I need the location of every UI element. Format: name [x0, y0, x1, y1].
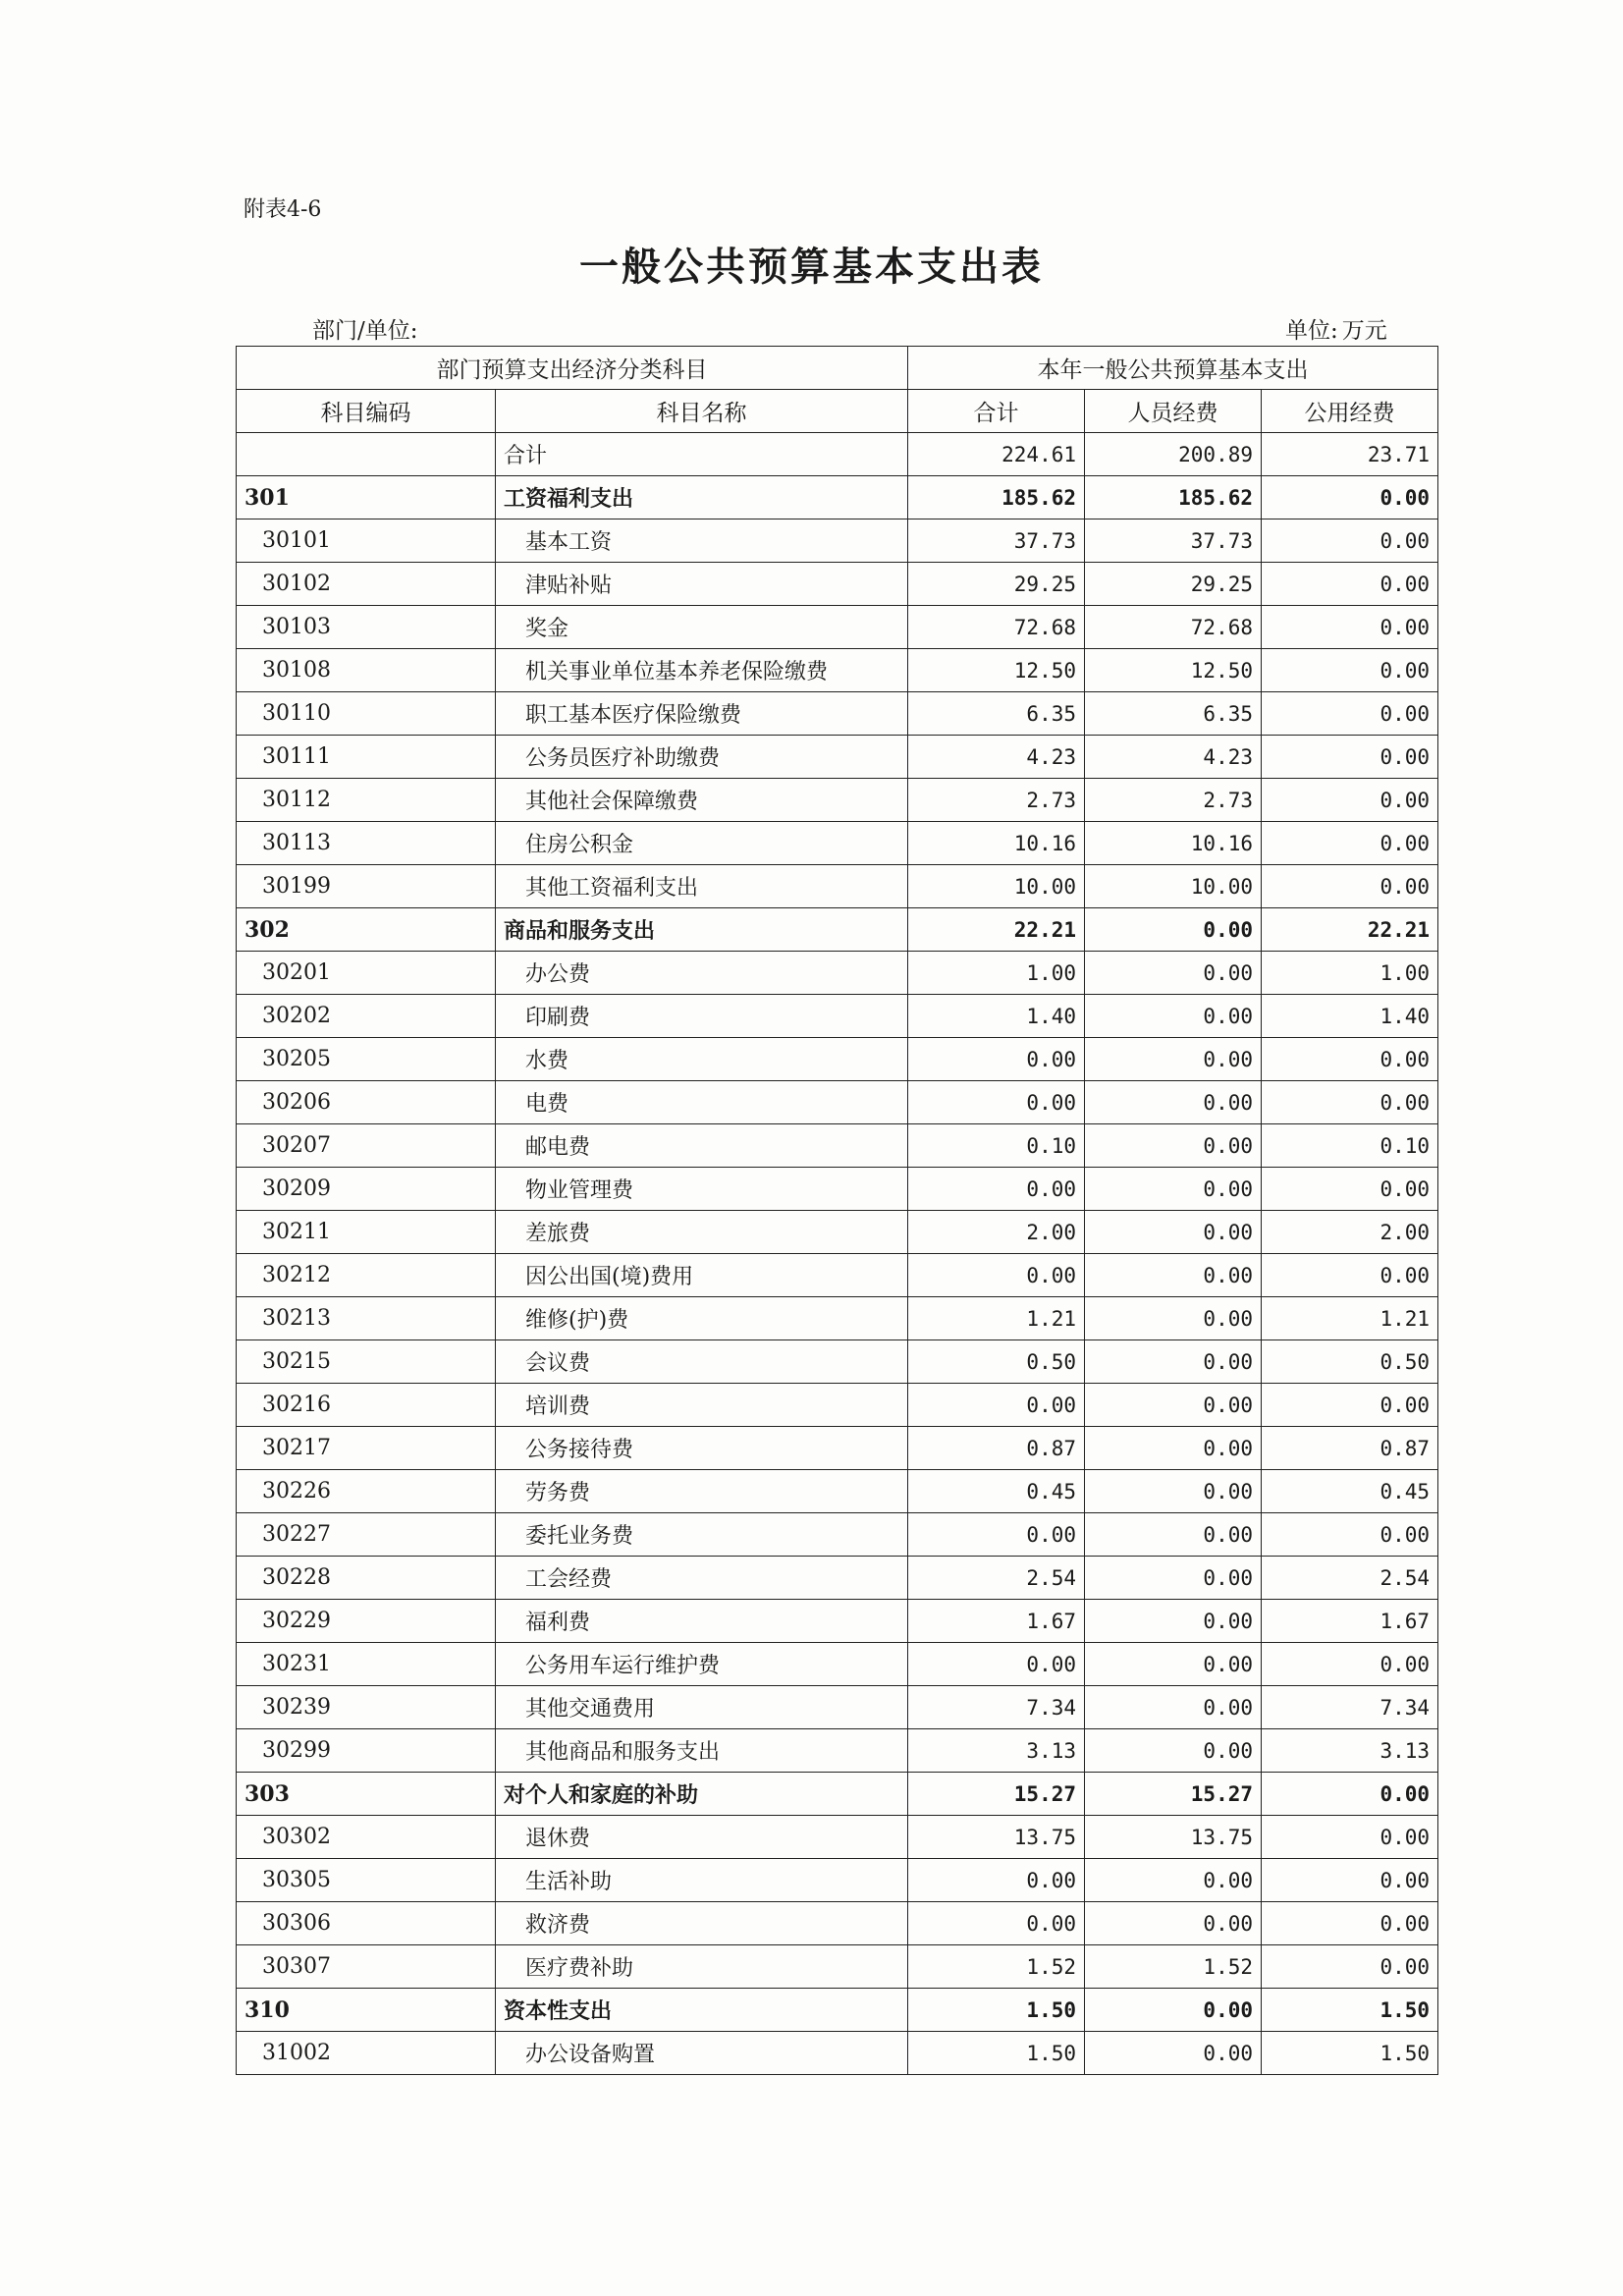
- table-row: [237, 1557, 1438, 1600]
- cell-name: 其他商品和服务支出: [496, 1729, 908, 1773]
- cell-total: 1.67: [908, 1600, 1085, 1643]
- cell-total: 0.00: [908, 1081, 1085, 1124]
- cell-personnel: 29.25: [1085, 563, 1262, 606]
- cell-personnel: 200.89: [1085, 433, 1262, 476]
- cell-public: 0.00: [1262, 1945, 1438, 1989]
- cell-total: 10.16: [908, 822, 1085, 865]
- cell-public: 0.00: [1262, 865, 1438, 908]
- cell-personnel: 13.75: [1085, 1816, 1262, 1859]
- table-row: [237, 1816, 1438, 1859]
- cell-public: 1.21: [1262, 1297, 1438, 1340]
- cell-public: 0.50: [1262, 1340, 1438, 1384]
- cell-total: 185.62: [908, 476, 1085, 519]
- cell-name: 医疗费补助: [496, 1945, 908, 1989]
- table-row: [237, 1600, 1438, 1643]
- cell-code: 30110: [237, 692, 496, 736]
- table-row: [237, 1945, 1438, 1989]
- cell-code: [237, 433, 496, 476]
- table-row: [237, 1902, 1438, 1945]
- cell-total: 0.45: [908, 1470, 1085, 1513]
- cell-total: 15.27: [908, 1773, 1085, 1816]
- cell-personnel: 0.00: [1085, 1859, 1262, 1902]
- cell-name: 因公出国(境)费用: [496, 1254, 908, 1297]
- cell-name: 对个人和家庭的补助: [496, 1773, 908, 1816]
- cell-total: 0.00: [908, 1168, 1085, 1211]
- budget-table-body: [237, 433, 1438, 2075]
- cell-personnel: 0.00: [1085, 1124, 1262, 1168]
- cell-public: 1.50: [1262, 2032, 1438, 2075]
- cell-code: 30202: [237, 995, 496, 1038]
- cell-total: 1.21: [908, 1297, 1085, 1340]
- cell-code: 30228: [237, 1557, 496, 1600]
- cell-name: 公务接待费: [496, 1427, 908, 1470]
- cell-code: 30199: [237, 865, 496, 908]
- cell-name: 其他交通费用: [496, 1686, 908, 1729]
- cell-total: 7.34: [908, 1686, 1085, 1729]
- cell-name: 机关事业单位基本养老保险缴费: [496, 649, 908, 692]
- cell-code: 30108: [237, 649, 496, 692]
- cell-public: 23.71: [1262, 433, 1438, 476]
- cell-total: 22.21: [908, 908, 1085, 952]
- cell-public: 0.00: [1262, 1254, 1438, 1297]
- cell-total: 1.00: [908, 952, 1085, 995]
- header-code: 科目编码: [237, 390, 496, 433]
- cell-name: 会议费: [496, 1340, 908, 1384]
- cell-personnel: 6.35: [1085, 692, 1262, 736]
- table-row: [237, 822, 1438, 865]
- unit-label-text: 单位:: [1285, 318, 1338, 344]
- cell-total: 3.13: [908, 1729, 1085, 1773]
- cell-name: 商品和服务支出: [496, 908, 908, 952]
- cell-code: 310: [237, 1989, 496, 2032]
- cell-code: 30229: [237, 1600, 496, 1643]
- cell-name: 基本工资: [496, 519, 908, 563]
- cell-code: 30112: [237, 779, 496, 822]
- cell-name: 奖金: [496, 606, 908, 649]
- cell-name: 物业管理费: [496, 1168, 908, 1211]
- cell-total: 12.50: [908, 649, 1085, 692]
- cell-personnel: 0.00: [1085, 1297, 1262, 1340]
- cell-name: 工资福利支出: [496, 476, 908, 519]
- category-row: [237, 908, 1438, 952]
- cell-public: 3.13: [1262, 1729, 1438, 1773]
- cell-personnel: 0.00: [1085, 1340, 1262, 1384]
- cell-name: 津贴补贴: [496, 563, 908, 606]
- cell-code: 30113: [237, 822, 496, 865]
- cell-name: 维修(护)费: [496, 1297, 908, 1340]
- cell-code: 30216: [237, 1384, 496, 1427]
- cell-public: 2.00: [1262, 1211, 1438, 1254]
- cell-total: 224.61: [908, 433, 1085, 476]
- cell-total: 0.00: [908, 1254, 1085, 1297]
- cell-name: 资本性支出: [496, 1989, 908, 2032]
- cell-code: 30103: [237, 606, 496, 649]
- table-row: [237, 952, 1438, 995]
- cell-personnel: 12.50: [1085, 649, 1262, 692]
- cell-name: 其他社会保障缴费: [496, 779, 908, 822]
- cell-name: 公务员医疗补助缴费: [496, 736, 908, 779]
- cell-name: 电费: [496, 1081, 908, 1124]
- cell-total: 4.23: [908, 736, 1085, 779]
- cell-total: 6.35: [908, 692, 1085, 736]
- cell-public: 0.00: [1262, 822, 1438, 865]
- cell-name: 合计: [496, 433, 908, 476]
- cell-total: 0.00: [908, 1513, 1085, 1557]
- cell-name: 工会经费: [496, 1557, 908, 1600]
- cell-code: 30305: [237, 1859, 496, 1902]
- cell-personnel: 0.00: [1085, 1902, 1262, 1945]
- cell-name: 职工基本医疗保险缴费: [496, 692, 908, 736]
- cell-total: 72.68: [908, 606, 1085, 649]
- cell-code: 30205: [237, 1038, 496, 1081]
- cell-public: 1.67: [1262, 1600, 1438, 1643]
- cell-total: 13.75: [908, 1816, 1085, 1859]
- table-row: [237, 865, 1438, 908]
- cell-total: 1.52: [908, 1945, 1085, 1989]
- table-row: [237, 1643, 1438, 1686]
- cell-personnel: 185.62: [1085, 476, 1262, 519]
- cell-public: 0.00: [1262, 1081, 1438, 1124]
- cell-code: 30207: [237, 1124, 496, 1168]
- table-row: [237, 2032, 1438, 2075]
- cell-name: 救济费: [496, 1902, 908, 1945]
- cell-total: 10.00: [908, 865, 1085, 908]
- header-basic-expenditure: 本年一般公共预算基本支出: [908, 347, 1438, 390]
- cell-code: 30302: [237, 1816, 496, 1859]
- cell-name: 福利费: [496, 1600, 908, 1643]
- cell-name: 生活补助: [496, 1859, 908, 1902]
- table-row: [237, 1124, 1438, 1168]
- cell-public: 1.40: [1262, 995, 1438, 1038]
- cell-code: 30299: [237, 1729, 496, 1773]
- cell-total: 2.54: [908, 1557, 1085, 1600]
- cell-public: 0.00: [1262, 736, 1438, 779]
- cell-total: 0.00: [908, 1902, 1085, 1945]
- cell-public: 7.34: [1262, 1686, 1438, 1729]
- cell-name: 公务用车运行维护费: [496, 1643, 908, 1686]
- unit-label: [1281, 312, 1387, 345]
- cell-public: 22.21: [1262, 908, 1438, 952]
- table-row: [237, 1470, 1438, 1513]
- cell-code: 31002: [237, 2032, 496, 2075]
- cell-public: 0.00: [1262, 519, 1438, 563]
- cell-code: 30217: [237, 1427, 496, 1470]
- cell-total: 0.00: [908, 1643, 1085, 1686]
- cell-code: 30111: [237, 736, 496, 779]
- cell-public: 0.00: [1262, 649, 1438, 692]
- cell-personnel: 0.00: [1085, 1384, 1262, 1427]
- cell-public: 1.00: [1262, 952, 1438, 995]
- cell-total: 37.73: [908, 519, 1085, 563]
- cell-name: 邮电费: [496, 1124, 908, 1168]
- table-row: [237, 1513, 1438, 1557]
- cell-total: 1.40: [908, 995, 1085, 1038]
- cell-public: 0.10: [1262, 1124, 1438, 1168]
- cell-code: 302: [237, 908, 496, 952]
- table-row: [237, 649, 1438, 692]
- cell-personnel: 0.00: [1085, 1686, 1262, 1729]
- cell-code: 30227: [237, 1513, 496, 1557]
- cell-public: 0.00: [1262, 1859, 1438, 1902]
- table-row: [237, 1729, 1438, 1773]
- cell-total: 0.00: [908, 1859, 1085, 1902]
- cell-code: 30213: [237, 1297, 496, 1340]
- cell-public: 0.00: [1262, 1902, 1438, 1945]
- cell-public: 0.00: [1262, 1384, 1438, 1427]
- cell-personnel: 0.00: [1085, 1513, 1262, 1557]
- cell-name: 水费: [496, 1038, 908, 1081]
- cell-code: 30212: [237, 1254, 496, 1297]
- cell-personnel: 0.00: [1085, 1600, 1262, 1643]
- cell-code: 30101: [237, 519, 496, 563]
- cell-total: 1.50: [908, 2032, 1085, 2075]
- header-personnel: 人员经费: [1085, 390, 1262, 433]
- cell-name: 办公设备购置: [496, 2032, 908, 2075]
- cell-public: 0.00: [1262, 1168, 1438, 1211]
- total-row: [237, 433, 1438, 476]
- table-row: [237, 1859, 1438, 1902]
- cell-code: 303: [237, 1773, 496, 1816]
- cell-personnel: 10.00: [1085, 865, 1262, 908]
- cell-code: 301: [237, 476, 496, 519]
- cell-code: 30201: [237, 952, 496, 995]
- cell-public: 0.45: [1262, 1470, 1438, 1513]
- department-label: 部门/单位:: [312, 318, 418, 344]
- header-total: 合计: [908, 390, 1085, 433]
- cell-code: 30215: [237, 1340, 496, 1384]
- cell-public: 0.00: [1262, 779, 1438, 822]
- table-row: [237, 1297, 1438, 1340]
- cell-public: 0.00: [1262, 1773, 1438, 1816]
- table-row: [237, 779, 1438, 822]
- cell-code: 30226: [237, 1470, 496, 1513]
- cell-personnel: 0.00: [1085, 1038, 1262, 1081]
- cell-personnel: 0.00: [1085, 1168, 1262, 1211]
- category-row: [237, 1773, 1438, 1816]
- cell-personnel: 0.00: [1085, 1254, 1262, 1297]
- cell-total: 0.50: [908, 1340, 1085, 1384]
- cell-public: 1.50: [1262, 1989, 1438, 2032]
- budget-table: [236, 346, 1438, 2075]
- header-column-row: [237, 390, 1438, 433]
- header-group-row: [237, 347, 1438, 390]
- cell-total: 0.87: [908, 1427, 1085, 1470]
- cell-total: 1.50: [908, 1989, 1085, 2032]
- cell-personnel: 0.00: [1085, 2032, 1262, 2075]
- cell-personnel: 0.00: [1085, 1729, 1262, 1773]
- cell-code: 30206: [237, 1081, 496, 1124]
- cell-total: 0.10: [908, 1124, 1085, 1168]
- cell-code: 30239: [237, 1686, 496, 1729]
- cell-personnel: 0.00: [1085, 1643, 1262, 1686]
- cell-personnel: 0.00: [1085, 995, 1262, 1038]
- table-row: [237, 1211, 1438, 1254]
- cell-personnel: 0.00: [1085, 1427, 1262, 1470]
- unit-value: 万元: [1341, 318, 1387, 344]
- cell-public: 0.00: [1262, 606, 1438, 649]
- header-economic-classification: 部门预算支出经济分类科目: [237, 347, 908, 390]
- cell-name: 差旅费: [496, 1211, 908, 1254]
- cell-public: 0.00: [1262, 1816, 1438, 1859]
- header-name: 科目名称: [496, 390, 908, 433]
- cell-code: 30211: [237, 1211, 496, 1254]
- cell-personnel: 10.16: [1085, 822, 1262, 865]
- table-row: [237, 1686, 1438, 1729]
- cell-name: 退休费: [496, 1816, 908, 1859]
- table-row: [237, 519, 1438, 563]
- cell-code: 30231: [237, 1643, 496, 1686]
- cell-public: 0.00: [1262, 1643, 1438, 1686]
- cell-public: 0.87: [1262, 1427, 1438, 1470]
- cell-total: 2.73: [908, 779, 1085, 822]
- cell-code: 30307: [237, 1945, 496, 1989]
- cell-name: 委托业务费: [496, 1513, 908, 1557]
- header-public: 公用经费: [1262, 390, 1438, 433]
- cell-total: 0.00: [908, 1384, 1085, 1427]
- cell-personnel: 0.00: [1085, 1989, 1262, 2032]
- cell-name: 印刷费: [496, 995, 908, 1038]
- table-row: [237, 1038, 1438, 1081]
- table-row: [237, 995, 1438, 1038]
- cell-personnel: 72.68: [1085, 606, 1262, 649]
- cell-personnel: 0.00: [1085, 1557, 1262, 1600]
- cell-personnel: 4.23: [1085, 736, 1262, 779]
- cell-public: 0.00: [1262, 1038, 1438, 1081]
- cell-total: 29.25: [908, 563, 1085, 606]
- cell-public: 0.00: [1262, 563, 1438, 606]
- category-row: [237, 476, 1438, 519]
- cell-name: 其他工资福利支出: [496, 865, 908, 908]
- cell-total: 2.00: [908, 1211, 1085, 1254]
- cell-name: 办公费: [496, 952, 908, 995]
- cell-personnel: 2.73: [1085, 779, 1262, 822]
- cell-total: 0.00: [908, 1038, 1085, 1081]
- cell-personnel: 0.00: [1085, 952, 1262, 995]
- cell-public: 0.00: [1262, 692, 1438, 736]
- cell-personnel: 15.27: [1085, 1773, 1262, 1816]
- table-row: [237, 1384, 1438, 1427]
- category-row: [237, 1989, 1438, 2032]
- cell-public: 0.00: [1262, 1513, 1438, 1557]
- table-row: [237, 1340, 1438, 1384]
- attachment-label: 附表4-6: [243, 197, 322, 222]
- table-row: [237, 1427, 1438, 1470]
- cell-code: 30102: [237, 563, 496, 606]
- table-row: [237, 736, 1438, 779]
- cell-public: 0.00: [1262, 476, 1438, 519]
- table-row: [237, 692, 1438, 736]
- cell-name: 劳务费: [496, 1470, 908, 1513]
- cell-name: 住房公积金: [496, 822, 908, 865]
- cell-name: 培训费: [496, 1384, 908, 1427]
- cell-public: 2.54: [1262, 1557, 1438, 1600]
- cell-code: 30306: [237, 1902, 496, 1945]
- table-row: [237, 606, 1438, 649]
- table-row: [237, 1254, 1438, 1297]
- cell-code: 30209: [237, 1168, 496, 1211]
- table-row: [237, 1081, 1438, 1124]
- table-row: [237, 1168, 1438, 1211]
- cell-personnel: 0.00: [1085, 1081, 1262, 1124]
- cell-personnel: 0.00: [1085, 1470, 1262, 1513]
- table-row: [237, 563, 1438, 606]
- cell-personnel: 1.52: [1085, 1945, 1262, 1989]
- cell-personnel: 37.73: [1085, 519, 1262, 563]
- cell-personnel: 0.00: [1085, 908, 1262, 952]
- page-title: 一般公共预算基本支出表: [579, 244, 1044, 290]
- cell-personnel: 0.00: [1085, 1211, 1262, 1254]
